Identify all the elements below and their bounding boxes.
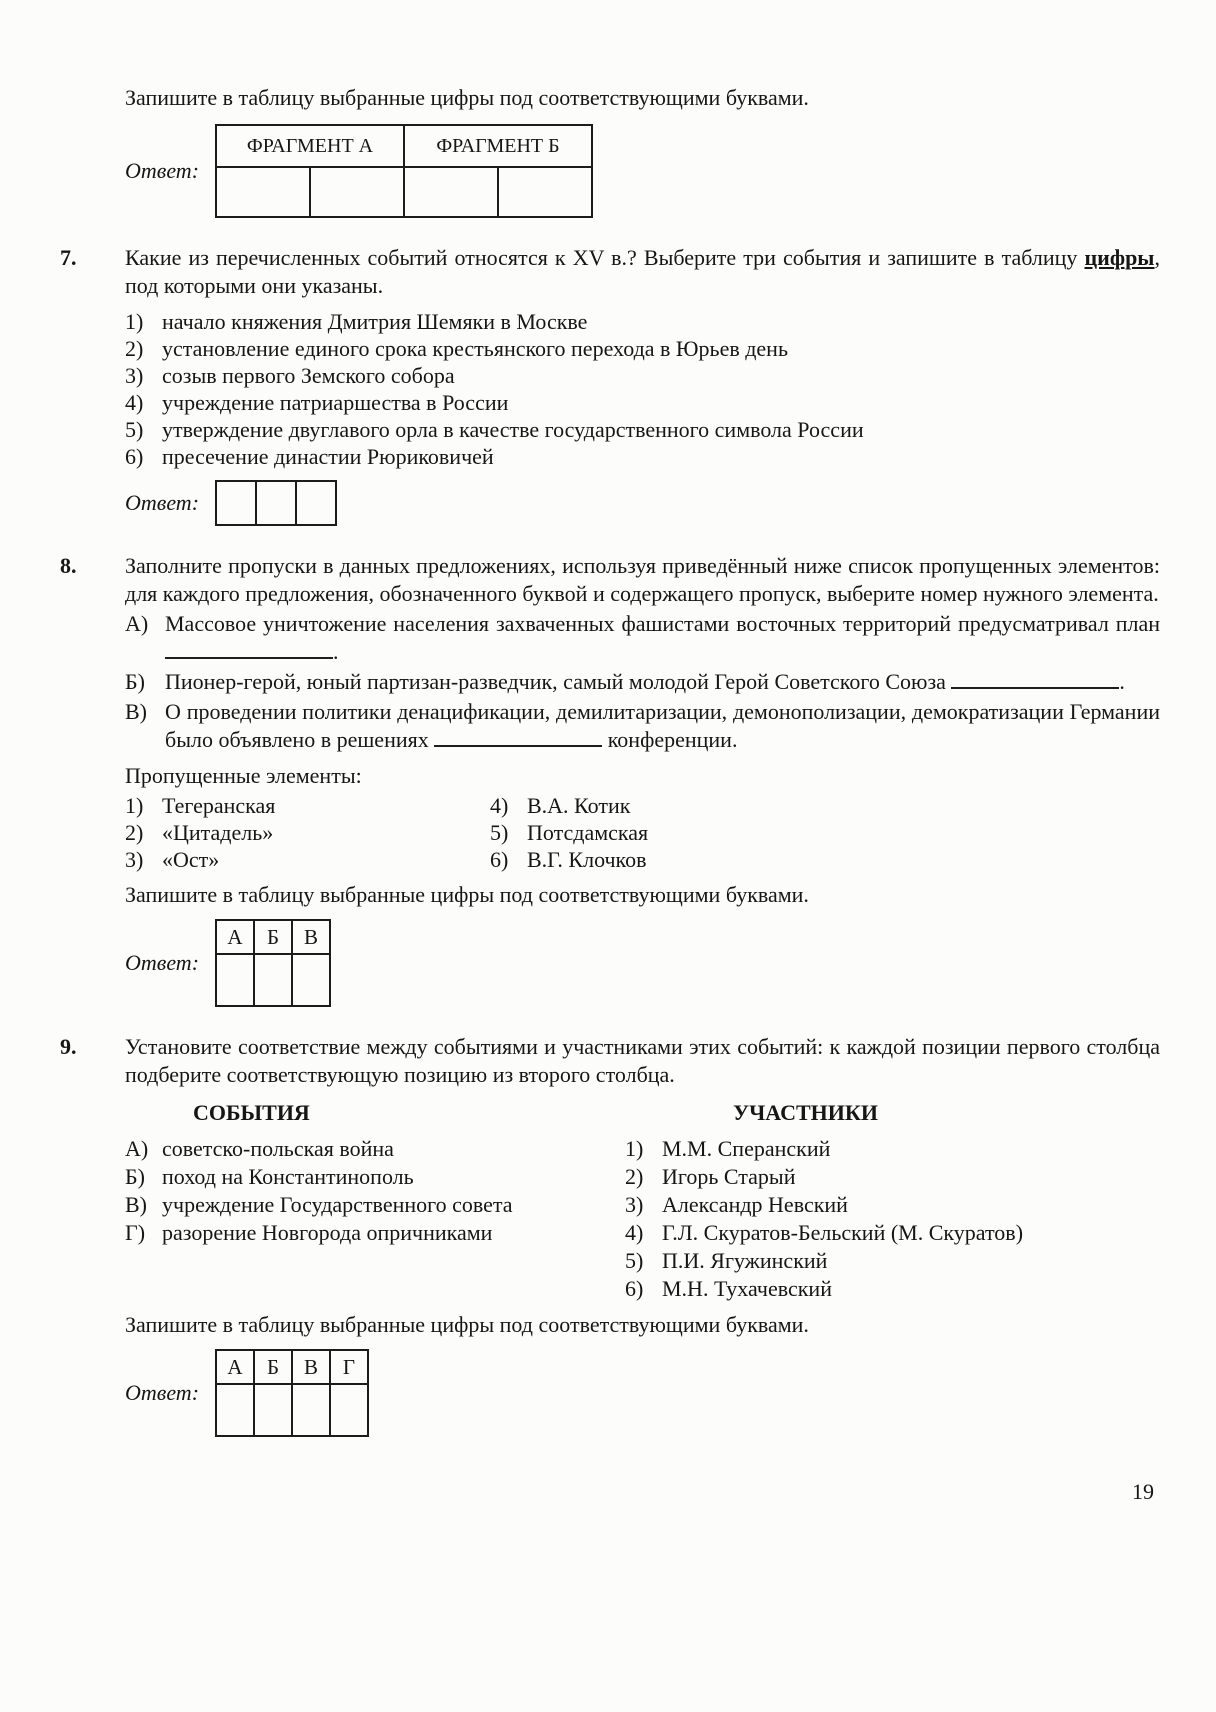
page-number: 19	[1132, 1479, 1154, 1504]
question-8	[60, 552, 1160, 1007]
column-letter: Г	[330, 1350, 368, 1384]
answer-label: Ответ:	[125, 490, 200, 515]
element-text: В.Г. Клочков	[527, 847, 647, 872]
element-item	[490, 846, 648, 873]
event-letter: В)	[125, 1192, 147, 1217]
sentence-text: О проведении политики денацификации, демилитаризации, демонополизации, демократизации Германии было объявлено в решениях конференции.	[165, 699, 1160, 752]
column-letter: А	[216, 1350, 254, 1384]
question-7-text-part1: Какие из перечисленных событий относятся к XV в.? Выберите три события и запишите в таблицу	[125, 245, 1085, 270]
answer-cell	[498, 167, 592, 217]
blank-line	[434, 745, 602, 747]
option-number: 5)	[125, 417, 144, 442]
q9-answer-row	[125, 1349, 1160, 1437]
participant-item	[625, 1219, 1160, 1247]
option-item	[125, 416, 1160, 443]
fragment-a-header: ФРАГМЕНТ А	[216, 125, 404, 167]
option-item	[125, 389, 1160, 416]
q7-answer-row	[125, 480, 1160, 526]
answer-cell	[254, 1384, 292, 1436]
option-number: 3)	[125, 363, 144, 388]
element-number: 2)	[125, 820, 144, 845]
sentence-text: Пионер-герой, юный партизан-разведчик, самый молодой Герой Советского Союза .	[165, 669, 1125, 694]
fragment-answer-section	[125, 84, 1160, 218]
question-9	[60, 1033, 1160, 1437]
participant-text: Александр Невский	[662, 1192, 848, 1217]
write-instruction: Запишите в таблицу выбранные цифры под соответствующими буквами.	[125, 85, 809, 110]
q8-sentence-b	[125, 668, 1160, 696]
question-7-keyword: цифры	[1084, 245, 1155, 270]
participant-number: 2)	[625, 1164, 644, 1189]
event-letter: Б)	[125, 1164, 145, 1189]
column-letter: В	[292, 920, 330, 954]
participants-header: УЧАСТНИКИ	[733, 1100, 878, 1125]
element-number: 5)	[490, 820, 509, 845]
question-7-text	[125, 244, 1160, 300]
option-text: учреждение патриаршества в России	[162, 390, 509, 415]
participant-item	[625, 1135, 1160, 1163]
option-number: 6)	[125, 444, 144, 469]
element-item	[490, 792, 648, 819]
option-item	[125, 362, 1160, 389]
element-number: 6)	[490, 847, 509, 872]
question-7-text-part2: , под которыми они указаны.	[125, 245, 1160, 298]
answer-cell	[216, 481, 256, 525]
event-letter: Г)	[125, 1220, 146, 1245]
participant-number: 4)	[625, 1220, 644, 1245]
sentence-letter: Б)	[125, 669, 145, 694]
q8-elements-list	[125, 792, 1160, 873]
q8-sentence-v	[125, 698, 1160, 754]
sentence-letter: А)	[125, 611, 149, 636]
option-item	[125, 335, 1160, 362]
option-item	[125, 443, 1160, 470]
answer-cell	[216, 954, 254, 1006]
answer-label: Ответ:	[125, 1380, 200, 1405]
participant-item	[625, 1247, 1160, 1275]
event-item	[125, 1219, 625, 1247]
answer-cell	[216, 167, 310, 217]
q8-sentence-a	[125, 610, 1160, 666]
event-text: советско-польская война	[162, 1136, 394, 1161]
answer-cell	[330, 1384, 368, 1436]
participant-item	[625, 1163, 1160, 1191]
question-8-number: 8.	[60, 553, 77, 578]
option-number: 1)	[125, 309, 144, 334]
question-8-text: Заполните пропуски в данных предложениях, используя приведённый ниже список пропущенных элементов: для каждого предложения, обозначенного буквой и содержащего пропуск, выберите номер нужного элемента.	[125, 553, 1160, 606]
option-text: установление единого срока крестьянского перехода в Юрьев день	[162, 336, 788, 361]
column-letter: А	[216, 920, 254, 954]
write-instruction: Запишите в таблицу выбранные цифры под соответствующими буквами.	[125, 882, 809, 907]
question-7-number: 7.	[60, 245, 77, 270]
participant-item	[625, 1275, 1160, 1303]
q8-answer-table	[215, 919, 331, 1007]
option-number: 4)	[125, 390, 144, 415]
answer-cell	[254, 954, 292, 1006]
fragment-b-header: ФРАГМЕНТ Б	[404, 125, 592, 167]
question-9-text: Установите соответствие между событиями и участниками этих событий: к каждой позиции первого столбца подберите соответствующую позицию из второго столбца.	[125, 1034, 1160, 1087]
event-text: учреждение Государственного совета	[162, 1192, 513, 1217]
participant-text: М.Н. Тухачевский	[662, 1276, 832, 1301]
option-text: начало княжения Дмитрия Шемяки в Москве	[162, 309, 588, 334]
participant-number: 6)	[625, 1276, 644, 1301]
write-instruction: Запишите в таблицу выбранные цифры под соответствующими буквами.	[125, 1312, 809, 1337]
question-7	[60, 244, 1160, 526]
q9-events-column	[125, 1099, 625, 1303]
question-7-options	[125, 308, 1160, 470]
element-text: «Ост»	[162, 847, 220, 872]
answer-label: Ответ:	[125, 950, 200, 975]
element-item	[125, 792, 490, 819]
q8-answer-row	[125, 919, 1160, 1007]
answer-label: Ответ:	[125, 158, 200, 183]
element-text: Тегеранская	[162, 793, 276, 818]
answer-cell	[296, 481, 336, 525]
participant-text: М.М. Сперанский	[662, 1136, 831, 1161]
participant-item	[625, 1191, 1160, 1219]
blank-line	[951, 687, 1119, 689]
option-number: 2)	[125, 336, 144, 361]
participant-text: П.И. Ягужинский	[662, 1248, 828, 1273]
option-text: созыв первого Земского собора	[162, 363, 455, 388]
q9-participants-column	[625, 1099, 1160, 1303]
event-item	[125, 1135, 625, 1163]
element-text: Потсдамская	[527, 820, 649, 845]
participant-text: Г.Л. Скуратов-Бельский (М. Скуратов)	[662, 1220, 1024, 1245]
answer-cell	[216, 1384, 254, 1436]
answer-cell	[292, 954, 330, 1006]
participant-text: Игорь Старый	[662, 1164, 796, 1189]
blank-line	[165, 657, 333, 659]
element-item	[125, 846, 490, 873]
column-letter: Б	[254, 920, 292, 954]
answer-cell	[404, 167, 498, 217]
event-item	[125, 1163, 625, 1191]
event-text: поход на Константинополь	[162, 1164, 414, 1189]
q7-answer-table	[215, 480, 337, 526]
element-number: 1)	[125, 793, 144, 818]
column-letter: В	[292, 1350, 330, 1384]
event-text: разорение Новгорода опричниками	[162, 1220, 493, 1245]
option-text: утверждение двуглавого орла в качестве государственного символа России	[162, 417, 864, 442]
answer-cell	[256, 481, 296, 525]
element-text: В.А. Котик	[527, 793, 631, 818]
element-text: «Цитадель»	[162, 820, 274, 845]
option-text: пресечение династии Рюриковичей	[162, 444, 494, 469]
q8-elements-label: Пропущенные элементы:	[125, 763, 362, 788]
column-letter: Б	[254, 1350, 292, 1384]
participant-number: 5)	[625, 1248, 644, 1273]
participant-number: 1)	[625, 1136, 644, 1161]
participant-number: 3)	[625, 1192, 644, 1217]
fragment-answer-table	[215, 124, 593, 218]
q9-matching	[125, 1099, 1160, 1303]
element-number: 3)	[125, 847, 144, 872]
sentence-text: Массовое уничтожение населения захваченных фашистами восточных территорий предусматривал план .	[165, 611, 1160, 664]
answer-cell	[292, 1384, 330, 1436]
events-header: СОБЫТИЯ	[193, 1100, 310, 1125]
sentence-letter: В)	[125, 699, 147, 724]
question-9-number: 9.	[60, 1034, 77, 1059]
element-item	[125, 819, 490, 846]
option-item	[125, 308, 1160, 335]
event-item	[125, 1191, 625, 1219]
q9-answer-table	[215, 1349, 369, 1437]
answer-cell	[310, 167, 404, 217]
element-number: 4)	[490, 793, 509, 818]
event-letter: А)	[125, 1136, 149, 1161]
fragment-answer-row	[125, 124, 1160, 218]
element-item	[490, 819, 648, 846]
